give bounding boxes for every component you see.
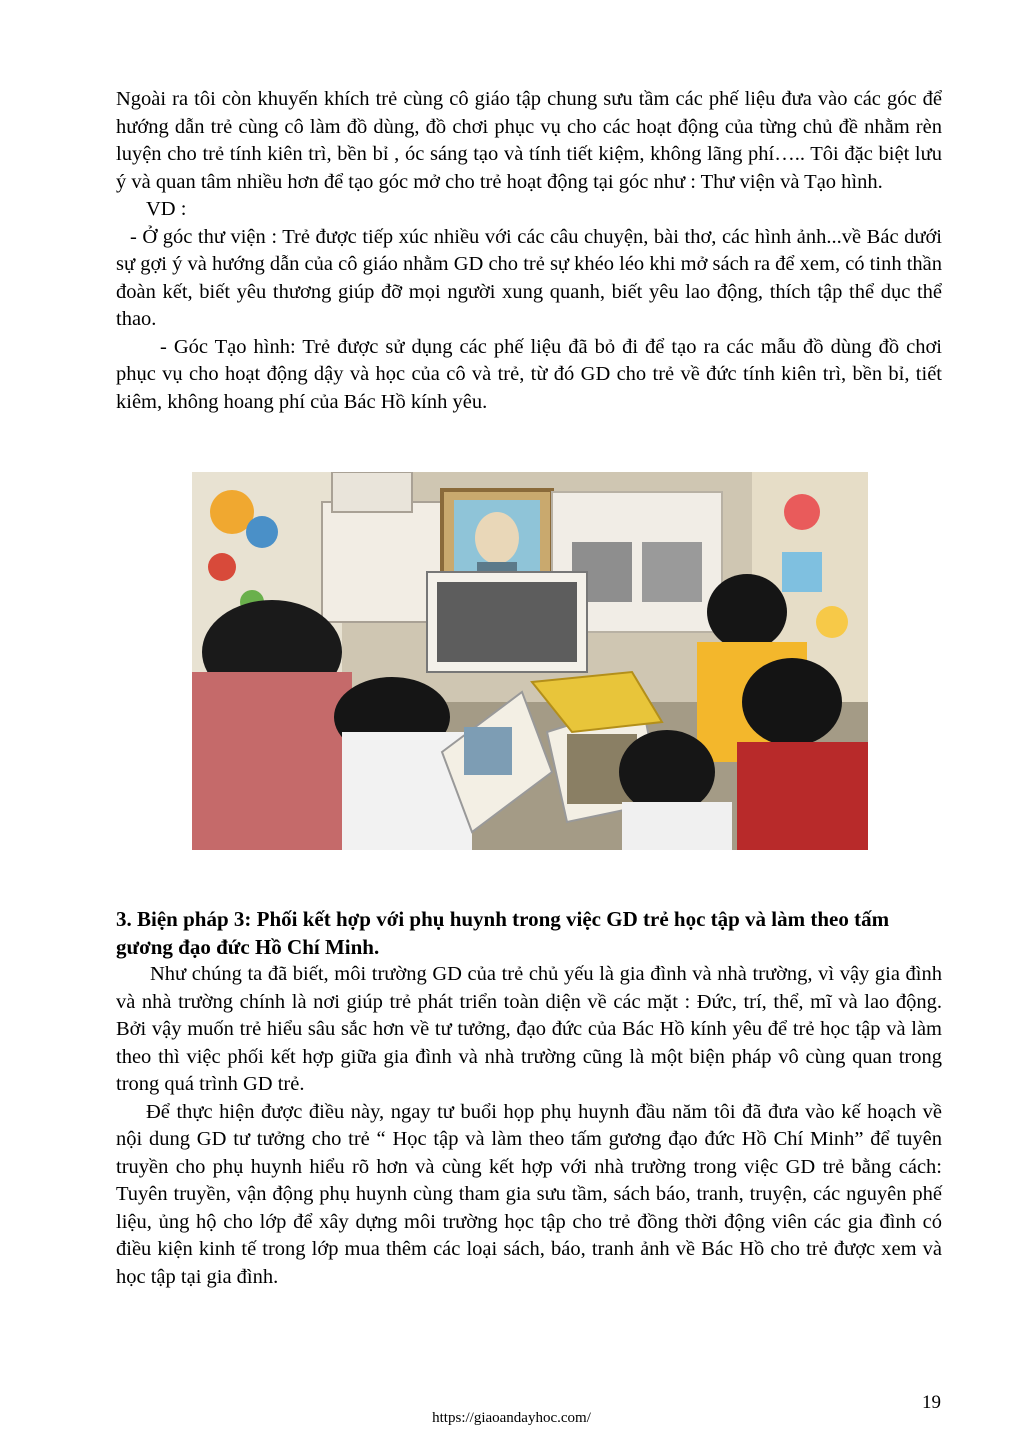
paragraph-example-label: VD : <box>146 198 187 220</box>
paragraph-library-corner: - Ở góc thư viện : Trẻ được tiếp xúc nhiều với các câu chuyện, bài thơ, các hình ảnh...về Bác dưới sự gợi ý và hướng dẫn của cô giáo nhằm GD cho trẻ sự khéo léo khi mở sách ra để xem, có tinh thần đoàn kết, biết yêu thương giúp đỡ mọi người xung quanh, biết yêu lao động, thích tập thể dục thể thao. <box>116 225 942 330</box>
page-number: 19 <box>922 1392 941 1413</box>
footer-url[interactable]: https://giaoandayhoc.com/ <box>432 1410 591 1426</box>
classroom-photo <box>192 472 868 850</box>
body-text-section-3 <box>116 905 942 1291</box>
paragraph-intro: Ngoài ra tôi còn khuyến khích trẻ cùng cô giáo tập chung sưu tầm các phế liệu đưa vào các góc để hướng dẫn trẻ cùng cô làm đồ dùng, đồ chơi phục vụ cho các hoạt động của từng chủ đề nhằm rèn luyện cho trẻ tính kiên trì, bền bỉ , óc sáng tạo và tính tiết kiệm, không lãng phí….. Tôi đặc biệt lưu ý và quan tâm nhiều hơn để tạo góc mở cho trẻ hoạt động tại góc như : Thư viện và Tạo hình. <box>116 88 942 193</box>
body-text-top <box>116 86 942 416</box>
paragraph-art-corner: - Góc Tạo hình: Trẻ được sử dụng các phế liệu đã bỏ đi để tạo ra các mẫu đồ dùng đồ chơi phục vụ cho hoạt động dậy và học của cô và trẻ, từ đó GD cho trẻ về đức tính kiên trì, bền bỉ, tiết kiêm, không hoang phí của Bác Hồ kính yêu. <box>116 335 942 413</box>
paragraph-parent-meeting: Để thực hiện được điều này, ngay tư buổi họp phụ huynh đầu năm tôi đã đưa vào kế hoạch về nội dung GD tư tưởng cho trẻ “ Học tập và làm theo tấm gương đạo đức Hồ Chí Minh” để tuyên truyền cho phụ huynh hiểu rõ hơn và cùng kết hợp với nhà trường trong việc GD trẻ bằng cách: Tuyên truyền, vận động phụ huynh cùng tham gia sưu tầm, sách báo, tranh, truyện, các nguyên phế liệu, ủng hộ cho lớp để xây dựng môi trường học tập cho trẻ đồng thời động viên các gia đình có điều kiện kinh tế trong lớp mua thêm các loại sách, báo, tranh ảnh về Bác Hồ cho trẻ được xem và học tập tại gia đình. <box>116 1100 942 1288</box>
paragraph-family-school: Như chúng ta đã biết, môi trường GD của trẻ chủ yếu là gia đình và nhà trường, vì vậy gia đình và nhà trường chính là nơi giúp trẻ phát triển toàn diện về các mặt : Đức, trí, thể, mĩ và lao động. Bởi vậy muốn trẻ hiểu sâu sắc hơn về tư tưởng, đạo đức của Bác Hồ kính yêu để trẻ học tập và làm theo thì việc phối kết hợp giữa gia đình và nhà trường cũng là một biện pháp vô cùng quan trong trong quá trình GD trẻ. <box>116 963 942 1095</box>
section-heading: 3. Biện pháp 3: Phối kết hợp với phụ huynh trong việc GD trẻ học tập và làm theo tấm gương đạo đức Hồ Chí Minh. <box>116 907 890 959</box>
